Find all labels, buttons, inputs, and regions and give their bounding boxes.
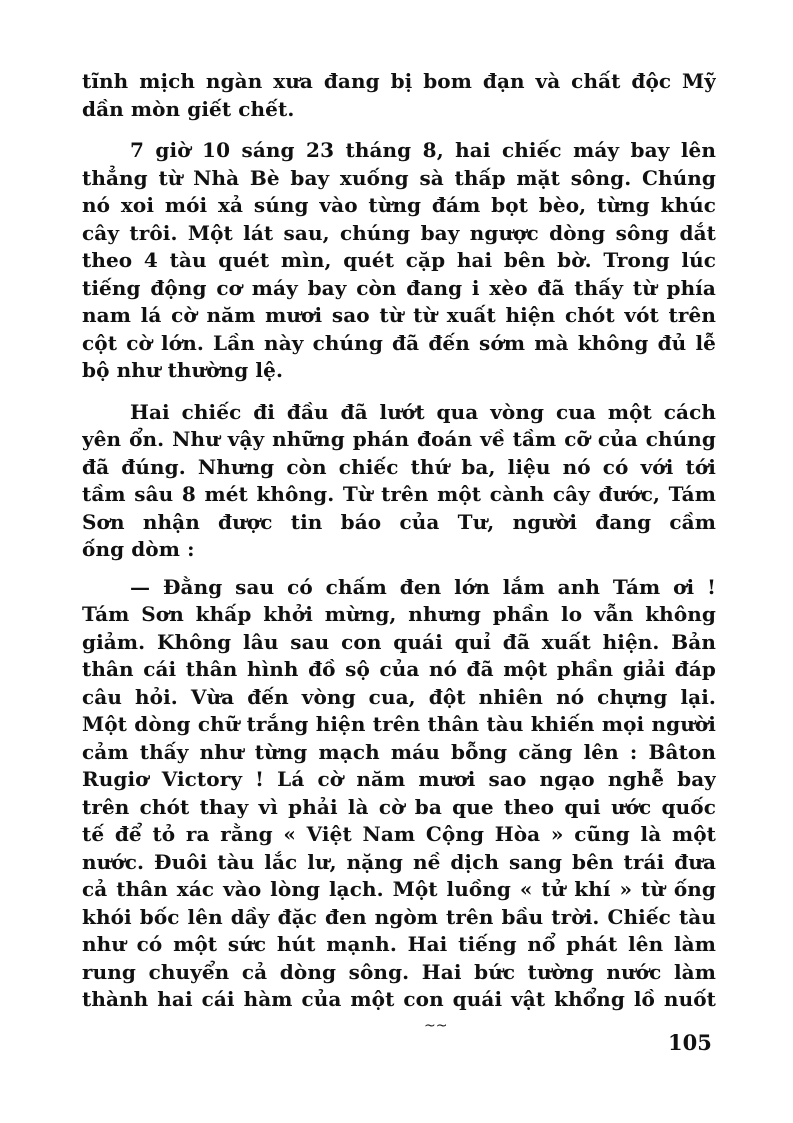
paragraph-3 — [82, 399, 716, 564]
text-line: tiếng động cơ máy bay còn đang i xèo đã thấy từ phía — [82, 275, 716, 300]
text-line: cột cờ lớn. Lần này chúng đã đến sớm mà không đủ lễ — [82, 330, 716, 355]
text-line: — Đằng sau có chấm đen lớn lắm anh Tám ơi ! — [130, 574, 716, 599]
text-line: trên chót thay vì phải là cờ ba que theo qui ước quốc — [82, 794, 716, 819]
text-line: thẳng từ Nhà Bè bay xuống sà thấp mặt sông. Chúng — [82, 165, 716, 190]
text-line: nó xoi mói xả súng vào từng đám bọt bèo, từng khúc — [82, 193, 716, 217]
text-line: yên ổn. Như vậy những phán đoán về tầm cỡ của chúng — [82, 427, 716, 451]
text-line: nước. Đuôi tàu lắc lư, nặng nề dịch sang bên trái đưa — [82, 849, 716, 874]
text-line: cả thân xác vào lòng lạch. Một luồng « tử khí » từ ống — [82, 877, 716, 901]
text-line: Rugiơ Victory ! Lá cờ năm mươi sao ngạo nghễ bay — [82, 767, 716, 791]
paragraph-1 — [82, 68, 716, 123]
text-line: bộ như thường lệ. — [82, 358, 284, 382]
text-line: cây trôi. Một lát sau, chúng bay ngược dòng sông dắt — [82, 220, 716, 245]
text-line: tĩnh mịch ngàn xưa đang bị bom đạn và chất độc Mỹ — [82, 69, 716, 93]
text-line: tầm sâu 8 mét không. Từ trên một cành cây đước, Tám — [82, 482, 716, 506]
text-line: nam lá cờ năm mươi sao từ từ xuất hiện chót vót trên — [82, 303, 716, 327]
paragraph-2 — [82, 137, 716, 385]
page-body — [82, 68, 716, 1014]
text-line: 7 giờ 10 sáng 23 tháng 8, hai chiếc máy bay lên — [130, 138, 716, 162]
footer-ornament: ~~ — [424, 1018, 448, 1034]
text-line: cảm thấy như từng mạch máu bỗng căng lên : Bâton — [82, 739, 716, 764]
text-line: ống dòm : — [82, 537, 195, 561]
text-line: Tám Sơn khấp khởi mừng, nhưng phần lo vẫn không — [82, 602, 716, 626]
text-line: thành hai cái hàm của một con quái vật khổng lồ nuốt — [82, 987, 716, 1011]
text-line: theo 4 tàu quét mìn, quét cặp hai bên bờ. Trong lúc — [82, 248, 716, 272]
text-line: câu hỏi. Vừa đến vòng cua, đột nhiên nó chựng lại. — [82, 684, 716, 709]
text-line: rung chuyển cả dòng sông. Hai bức tường nước làm — [82, 959, 716, 984]
text-line: thân cái thân hình đồ sộ của nó đã một phần giải đáp — [82, 657, 716, 681]
text-line: khói bốc lên dầy đặc đen ngòm trên bầu trời. Chiếc tàu — [82, 904, 716, 929]
text-line: tế để tỏ ra rằng « Việt Nam Cộng Hòa » cũng là một — [82, 822, 716, 846]
text-line: như có một sức hút mạnh. Hai tiếng nổ phát lên làm — [82, 932, 716, 956]
text-line: đã đúng. Nhưng còn chiếc thứ ba, liệu nó có với tới — [82, 454, 716, 479]
paragraph-4 — [82, 574, 716, 1014]
text-line: Sơn nhận được tin báo của Tư, người đang cầm — [82, 509, 716, 534]
text-line: Hai chiếc đi đầu đã lướt qua vòng cua một cách — [130, 399, 716, 424]
page-number: 105 — [668, 1030, 712, 1055]
text-line: Một dòng chữ trắng hiện trên thân tàu khiến mọi người — [82, 712, 716, 736]
text-line: giảm. Không lâu sau con quái quỉ đã xuất hiện. Bản — [82, 629, 716, 654]
text-line: dần mòn giết chết. — [82, 96, 295, 121]
